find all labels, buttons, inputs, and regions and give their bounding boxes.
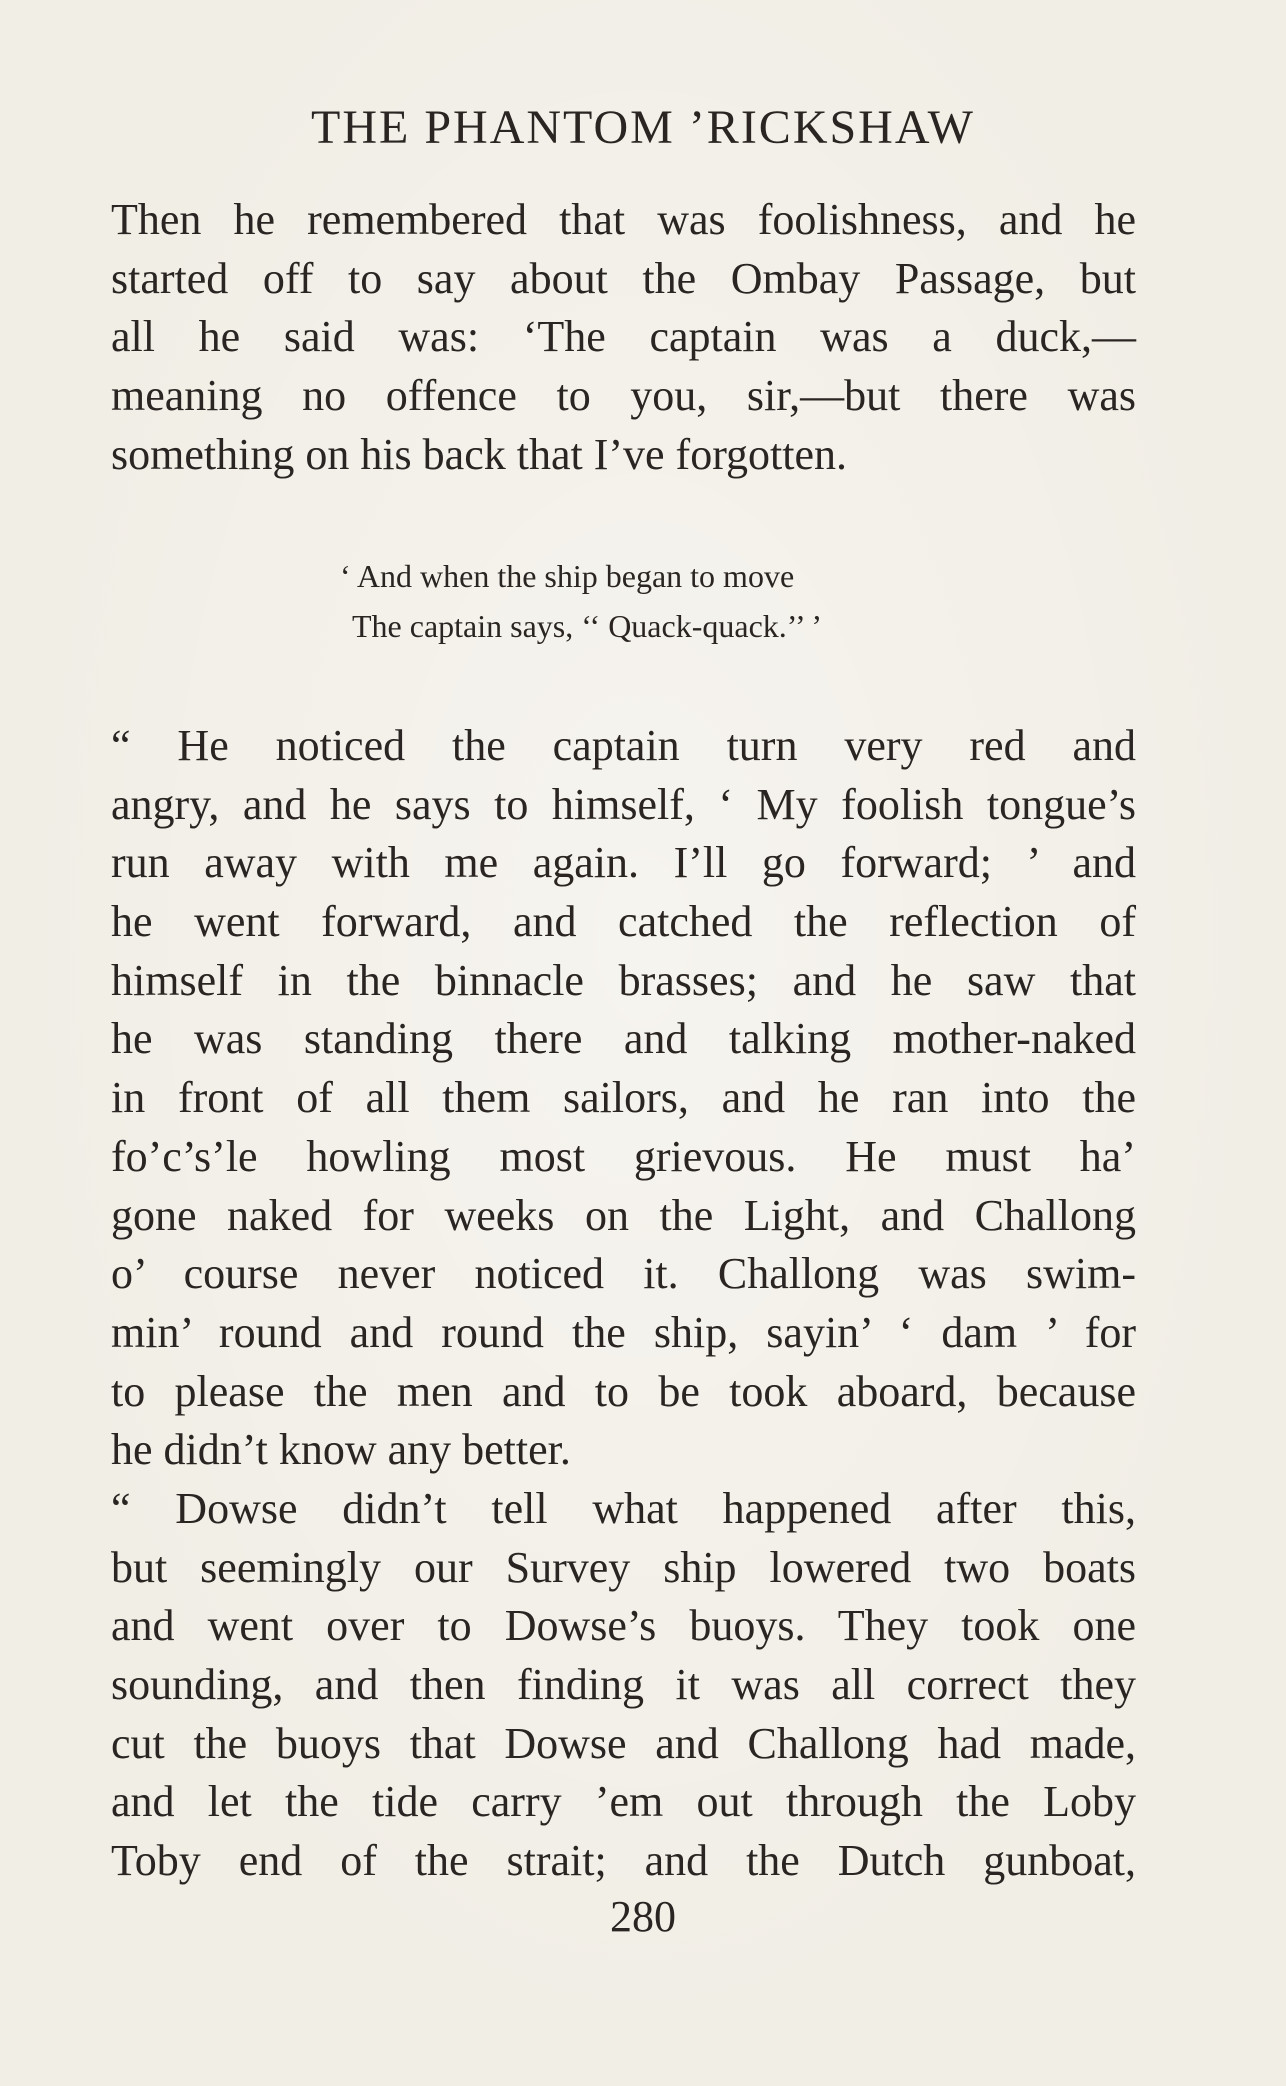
text-line: run away with me again. I’ll go forward; ’ and bbox=[111, 838, 1136, 888]
text-line: in front of all them sailors, and he ran into the bbox=[111, 1073, 1136, 1123]
text-line: but seemingly our Survey ship lowered two boats bbox=[111, 1542, 1136, 1592]
text-line: himself in the binnacle brasses; and he saw that bbox=[111, 955, 1136, 1005]
text-line: to please the men and to be took aboard, because bbox=[111, 1366, 1136, 1416]
paragraph-1 bbox=[111, 191, 1136, 484]
text-line: gone naked for weeks on the Light, and Challong bbox=[111, 1190, 1136, 1240]
page-number: 280 bbox=[610, 1892, 676, 1941]
text-line: something on his back that I’ve forgotten. bbox=[111, 429, 848, 479]
text-line: Then he remembered that was foolishness, and he bbox=[111, 195, 1136, 244]
text-line: min’ round and round the ship, sayin’ ‘ dam ’ for bbox=[111, 1307, 1136, 1357]
text-line: o’ course never noticed it. Challong was swim- bbox=[111, 1249, 1136, 1299]
text-line: and went over to Dowse’s buoys. They took one bbox=[111, 1601, 1136, 1651]
verse-line: The captain says, ‘‘ Quack-quack.’’ ’ bbox=[352, 608, 822, 644]
text-line: Toby end of the strait; and the Dutch gunboat, bbox=[111, 1836, 1136, 1886]
text-line: he didn’t know any better. bbox=[111, 1425, 571, 1475]
text-line: meaning no offence to you, sir,—but there was bbox=[111, 371, 1136, 421]
text-line: angry, and he says to himself, ‘ My foolish tongue’s bbox=[111, 779, 1136, 829]
text-line: and let the tide carry ’em out through the Loby bbox=[111, 1777, 1136, 1827]
verse-quotation bbox=[0, 551, 1286, 651]
text-line: all he said was: ‘The captain was a duck,— bbox=[111, 312, 1136, 362]
text-line: cut the buoys that Dowse and Challong had made, bbox=[111, 1718, 1136, 1768]
paragraph-2 bbox=[111, 717, 1136, 1891]
text-line: started off to say about the Ombay Passage, but bbox=[111, 253, 1136, 303]
verse-line: ‘ And when the ship began to move bbox=[340, 558, 795, 594]
text-line: fo’c’s’le howling most grievous. He must ha’ bbox=[111, 1131, 1136, 1181]
text-line: “ He noticed the captain turn very red and bbox=[111, 721, 1136, 770]
text-line: sounding, and then finding it was all correct they bbox=[111, 1660, 1136, 1709]
running-head: THE PHANTOM ’RICKSHAW bbox=[311, 101, 975, 154]
text-line: “ Dowse didn’t tell what happened after this, bbox=[111, 1483, 1136, 1533]
text-line: he went forward, and catched the reflection of bbox=[111, 897, 1136, 947]
text-line: he was standing there and talking mother-naked bbox=[111, 1014, 1136, 1064]
